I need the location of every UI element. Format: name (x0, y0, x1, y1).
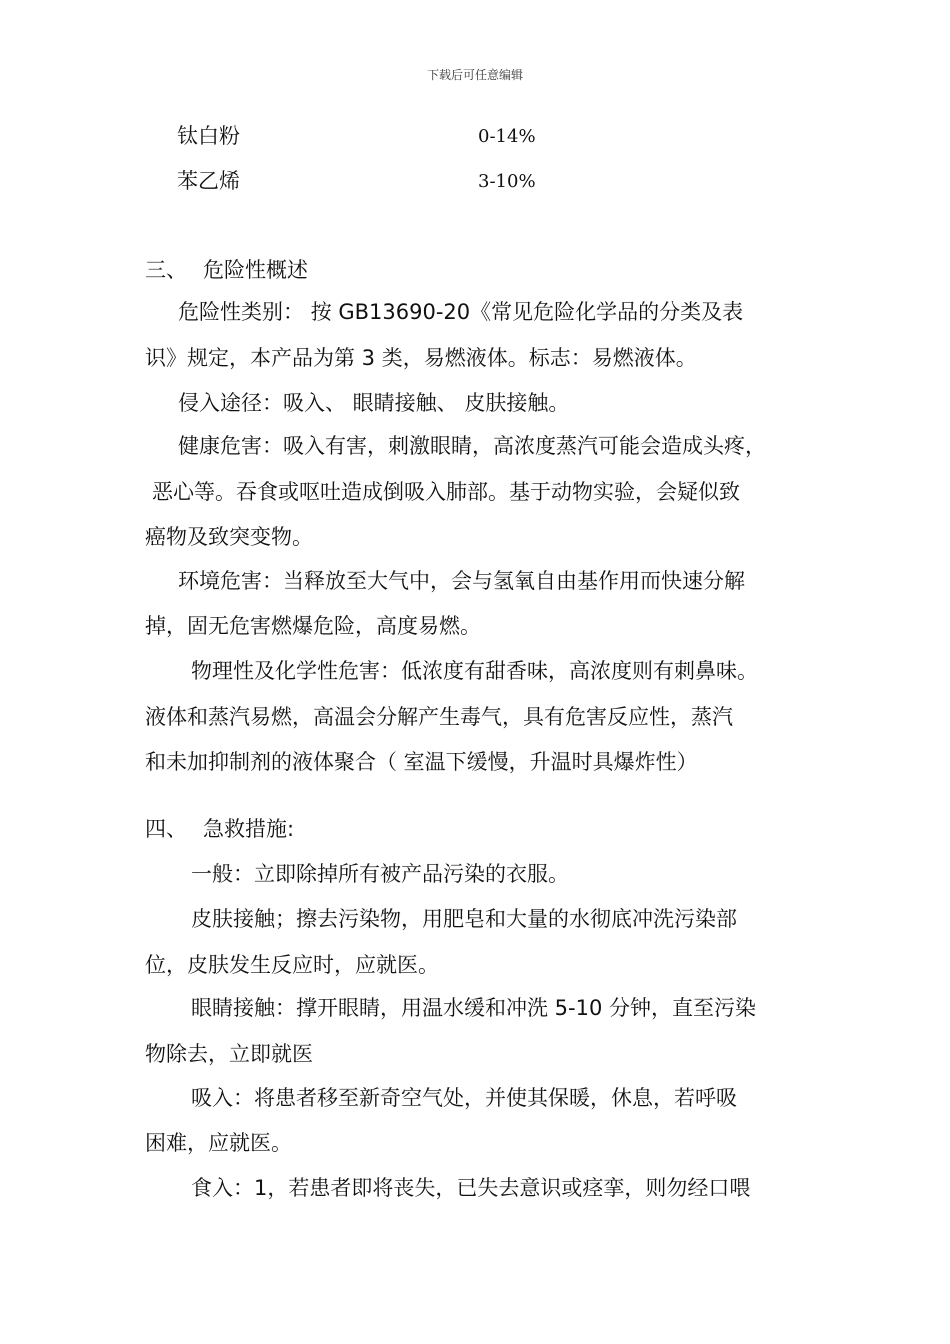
component-value: 0-14% (478, 126, 536, 147)
paragraph-line: 掉，固无危害燃爆危险，高度易燃。 (145, 614, 481, 638)
paragraph-line: 食入：1，若患者即将丧失，已失去意识或痉挛，则勿经口喂 (191, 1176, 751, 1200)
paragraph-line: 癌物及致突变物。 (145, 525, 313, 549)
paragraph-line: 识》规定，本产品为第 3 类，易燃液体。标志：易燃液体。 (145, 346, 697, 370)
paragraph-line: 和未加抑制剂的液体聚合（ 室温下缓慢，升温时具爆炸性） (145, 750, 698, 774)
paragraph-line: 吸入：将患者移至新奇空气处，并使其保暖，休息，若呼吸 (191, 1086, 737, 1110)
component-value: 3-10% (478, 171, 536, 192)
paragraph-line: 物理性及化学性危害：低浓度有甜香味，高浓度则有刺鼻味。 (191, 659, 758, 683)
section-3-title: 危险性概述 (203, 258, 308, 282)
section-4-number: 四、 (145, 817, 187, 841)
paragraph-line: 侵入途径：吸入、 眼睛接触、 皮肤接触。 (178, 391, 570, 415)
paragraph-line: 物除去，立即就医 (145, 1042, 313, 1066)
paragraph-line: 液体和蒸汽易燃，高温会分解产生毒气，具有危害反应性，蒸汽 (145, 705, 733, 729)
paragraph-line: 一般：立即除掉所有被产品污染的衣服。 (191, 862, 569, 886)
paragraph-line: 眼睛接触：撑开眼睛，用温水缓和冲洗 5-10 分钟，直至污染 (191, 996, 757, 1020)
section-4-title: 急救措施: (203, 817, 295, 841)
paragraph-line: 危险性类别： 按 GB13690-20《常见危险化学品的分类及表 (178, 300, 744, 324)
paragraph-line: 困难，应就医。 (145, 1131, 292, 1155)
paragraph-line: 环境危害：当释放至大气中，会与氢氧自由基作用而快速分解 (178, 569, 745, 593)
paragraph-line: 健康危害：吸入有害，刺激眼睛，高浓度蒸汽可能会造成头疼， (178, 434, 766, 458)
section-3-number: 三、 (145, 258, 187, 282)
paragraph-line: 恶心等。吞食或呕吐造成倒吸入肺部。基于动物实验，会疑似致 (152, 480, 740, 504)
paragraph-line: 皮肤接触；擦去污染物，用肥皂和大量的水彻底冲洗污染部 (191, 907, 737, 931)
section-4-heading (145, 815, 294, 843)
component-name: 钛白粉 (177, 124, 240, 148)
paragraph-line: 位，皮肤发生反应时，应就医。 (145, 953, 439, 977)
section-3-heading (145, 256, 308, 284)
page-header-note: 下载后可任意编辑 (426, 68, 523, 82)
component-name: 苯乙烯 (177, 169, 240, 193)
